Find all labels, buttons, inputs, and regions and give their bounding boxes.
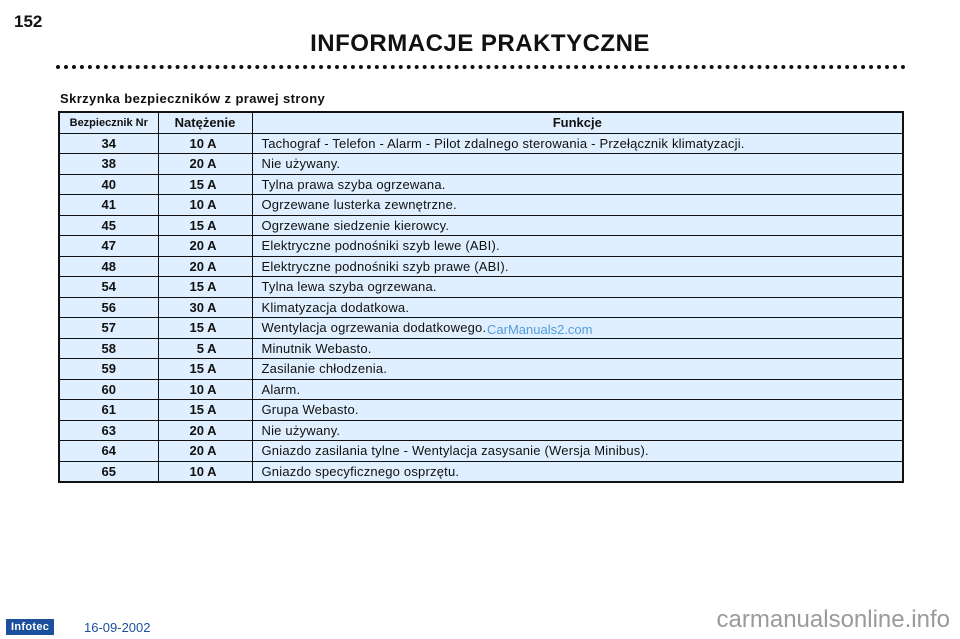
fuse-number-cell: 45: [59, 215, 158, 236]
table-row: [59, 359, 903, 380]
table-row: [59, 297, 903, 318]
table-row: [59, 133, 903, 154]
table-row: [59, 338, 903, 359]
table-row: [59, 256, 903, 277]
function-cell: Klimatyzacja dodatkowa.: [252, 297, 903, 318]
fuse-table: [58, 111, 904, 483]
amperage-cell: 10 A: [158, 195, 252, 216]
fuse-number-cell: 41: [59, 195, 158, 216]
function-cell: Gniazdo specyficznego osprzętu.: [252, 461, 903, 482]
function-cell: Nie używany.: [252, 154, 903, 175]
table-row: [59, 441, 903, 462]
amperage-cell: 20 A: [158, 441, 252, 462]
header-amperage: Natężenie: [158, 112, 252, 133]
fuse-rows: [59, 133, 903, 482]
fuse-number-cell: 58: [59, 338, 158, 359]
fuse-number-cell: 59: [59, 359, 158, 380]
table-row: [59, 277, 903, 298]
function-cell: Ogrzewane lusterka zewnętrzne.: [252, 195, 903, 216]
fuse-number-cell: 56: [59, 297, 158, 318]
amperage-cell: 15 A: [158, 400, 252, 421]
footer-date: 16-09-2002: [84, 620, 151, 635]
section-heading: Skrzynka bezpieczników z prawej strony: [60, 91, 326, 106]
function-cell: Gniazdo zasilania tylne - Wentylacja zasysanie (Wersja Minibus).: [252, 441, 903, 462]
amperage-cell: 10 A: [158, 379, 252, 400]
amperage-cell: 20 A: [158, 154, 252, 175]
table-row: [59, 215, 903, 236]
fuse-number-cell: 63: [59, 420, 158, 441]
amperage-cell: 30 A: [158, 297, 252, 318]
function-cell: Minutnik Webasto.: [252, 338, 903, 359]
amperage-cell: 15 A: [158, 174, 252, 195]
header-functions: Funkcje: [252, 112, 903, 133]
amperage-cell: 15 A: [158, 277, 252, 298]
table-row: [59, 174, 903, 195]
infotec-logo: Infotec: [6, 619, 54, 635]
fuse-number-cell: 38: [59, 154, 158, 175]
function-cell: Tylna lewa szyba ogrzewana.: [252, 277, 903, 298]
function-cell: Grupa Webasto.: [252, 400, 903, 421]
amperage-cell: 20 A: [158, 236, 252, 257]
page-number: 152: [14, 12, 43, 31]
table-row: [59, 318, 903, 339]
fuse-number-cell: 47: [59, 236, 158, 257]
function-cell: Elektryczne podnośniki szyb lewe (ABI).: [252, 236, 903, 257]
fuse-number-cell: 64: [59, 441, 158, 462]
function-cell: Nie używany.: [252, 420, 903, 441]
site-watermark: carmanualsonline.info: [716, 606, 950, 633]
header-fuse-number: Bezpiecznik Nr: [59, 112, 158, 133]
amperage-cell: 10 A: [158, 461, 252, 482]
function-cell: Elektryczne podnośniki szyb prawe (ABI).: [252, 256, 903, 277]
dotted-divider: [56, 65, 906, 69]
table-row: [59, 420, 903, 441]
amperage-cell: 20 A: [158, 256, 252, 277]
function-cell: Tylna prawa szyba ogrzewana.: [252, 174, 903, 195]
amperage-cell: 15 A: [158, 359, 252, 380]
amperage-cell: 5 A: [158, 338, 252, 359]
function-cell: Wentylacja ogrzewania dodatkowego.: [252, 318, 903, 339]
page-title: INFORMACJE PRAKTYCZNE: [310, 30, 650, 57]
fuse-number-cell: 60: [59, 379, 158, 400]
amperage-cell: 20 A: [158, 420, 252, 441]
fuse-number-cell: 65: [59, 461, 158, 482]
table-row: [59, 195, 903, 216]
table-row: [59, 400, 903, 421]
fuse-number-cell: 54: [59, 277, 158, 298]
fuse-number-cell: 40: [59, 174, 158, 195]
amperage-cell: 15 A: [158, 318, 252, 339]
function-cell: Ogrzewane siedzenie kierowcy.: [252, 215, 903, 236]
function-cell: Alarm.: [252, 379, 903, 400]
table-row: [59, 461, 903, 482]
fuse-number-cell: 61: [59, 400, 158, 421]
table-header-row: [59, 112, 903, 133]
table-row: [59, 154, 903, 175]
function-cell: Zasilanie chłodzenia.: [252, 359, 903, 380]
watermark-text: CarManuals2.com: [487, 322, 593, 337]
amperage-cell: 15 A: [158, 215, 252, 236]
function-cell: Tachograf - Telefon - Alarm - Pilot zdalnego sterowania - Przełącznik klimatyzacji.: [252, 133, 903, 154]
table-row: [59, 236, 903, 257]
amperage-cell: 10 A: [158, 133, 252, 154]
fuse-number-cell: 57: [59, 318, 158, 339]
fuse-number-cell: 48: [59, 256, 158, 277]
table-row: [59, 379, 903, 400]
fuse-number-cell: 34: [59, 133, 158, 154]
